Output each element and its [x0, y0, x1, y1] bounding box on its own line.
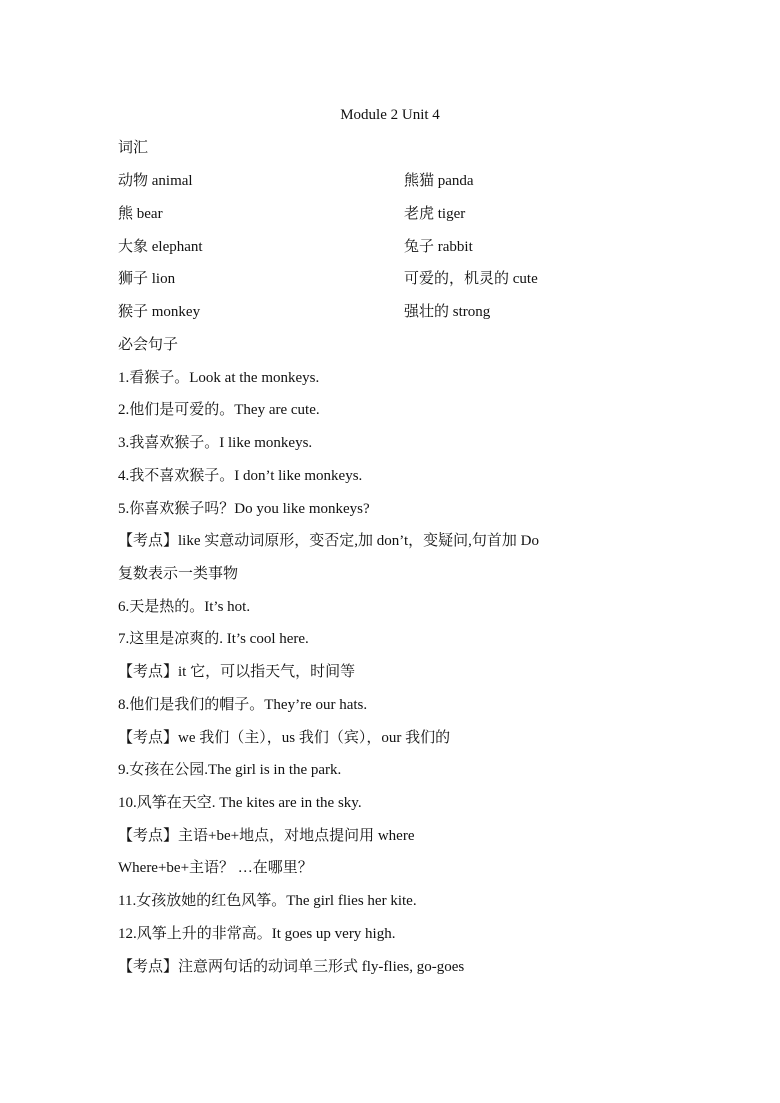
vocab-item: 老虎 tiger [404, 206, 466, 222]
sentence-line: 11.女孩放她的红色风筝。The girl flies her kite. [118, 893, 417, 909]
sentence-line: 9.女孩在公园.The girl is in the park. [118, 762, 342, 778]
vocab-item: 动物 animal [118, 173, 193, 189]
sentence-line: 10.风筝在天空. The kites are in the sky. [118, 795, 362, 811]
vocab-item: 猴子 monkey [118, 304, 201, 320]
note-line: 【考点】主语+be+地点，对地点提问用 where [118, 828, 415, 844]
vocab-item: 狮子 lion [118, 271, 176, 287]
note-line: 【考点】like 实意动词原形，变否定,加 don’t，变疑问,句首加 Do [118, 533, 539, 549]
note-line: 复数表示一类事物 [118, 566, 239, 582]
page-title: Module 2 Unit 4 [340, 107, 440, 123]
sentence-line: 6.天是热的。It’s hot. [118, 599, 251, 615]
sentence-line: 5.你喜欢猴子吗？Do you like monkeys? [118, 501, 370, 517]
vocab-item: 熊 bear [118, 206, 163, 222]
note-line: 【考点】we 我们（主），us 我们（宾），our 我们的 [118, 730, 451, 746]
sentences-heading: 必会句子 [118, 337, 179, 353]
vocab-item: 可爱的，机灵的 cute [404, 271, 538, 287]
note-line: 【考点】注意两句话的动词单三形式 fly-flies, go-goes [118, 959, 465, 975]
note-line: 【考点】it 它，可以指天气，时间等 [118, 664, 356, 680]
sentence-line: 4.我不喜欢猴子。I don’t like monkeys. [118, 468, 363, 484]
vocab-item: 兔子 rabbit [404, 239, 473, 255]
vocab-item: 强壮的 strong [404, 304, 491, 320]
note-line: Where+be+主语？ …在哪里？ [118, 860, 313, 876]
vocab-item: 大象 elephant [118, 239, 203, 255]
vocab-heading: 词汇 [118, 140, 149, 156]
sentence-line: 7.这里是凉爽的. It’s cool here. [118, 631, 309, 647]
sentence-line: 2.他们是可爱的。They are cute. [118, 402, 320, 418]
sentence-line: 3.我喜欢猴子。I like monkeys. [118, 435, 313, 451]
vocab-item: 熊猫 panda [404, 173, 474, 189]
sentence-line: 1.看猴子。Look at the monkeys. [118, 370, 320, 386]
sentence-line: 8.他们是我们的帽子。They’re our hats. [118, 697, 368, 713]
sentence-line: 12.风筝上升的非常高。It goes up very high. [118, 926, 396, 942]
